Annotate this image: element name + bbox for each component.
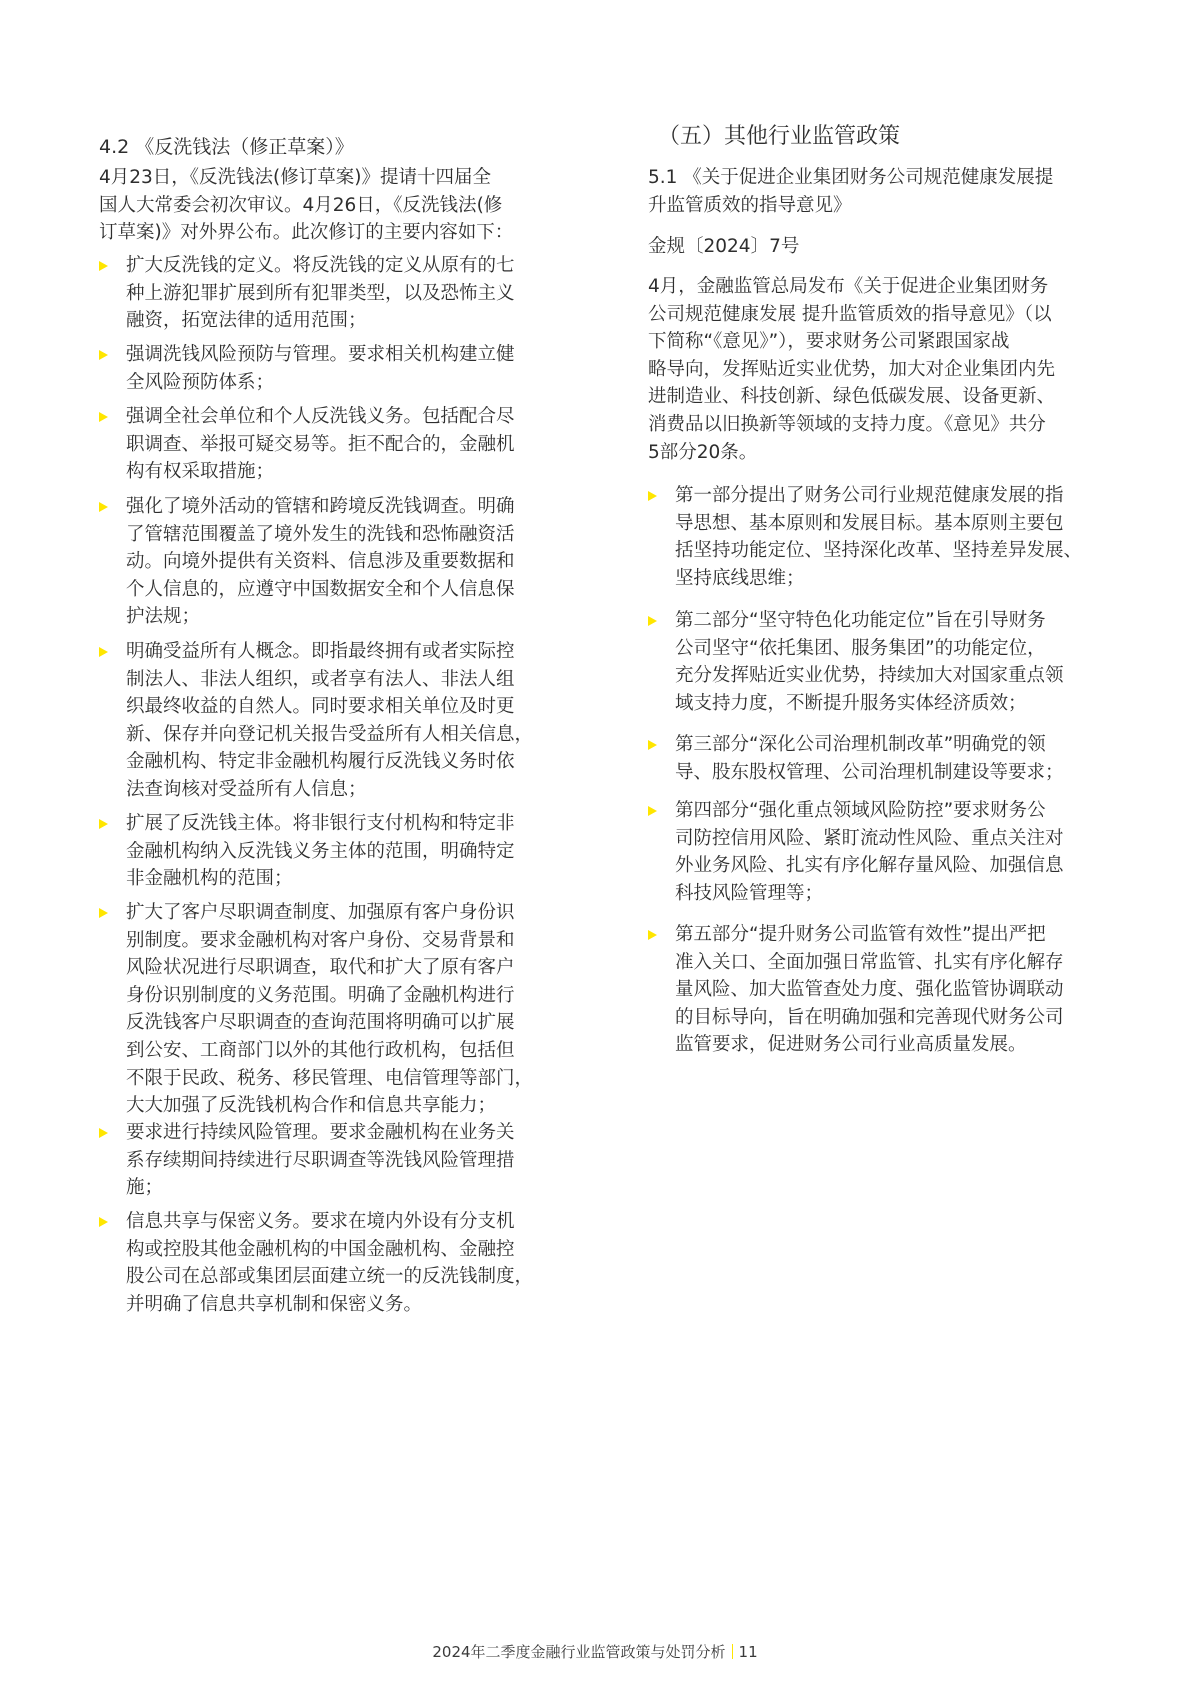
- text-line: 导、股东股权管理、公司治理机制建设等要求；: [675, 761, 1064, 783]
- text-line: 升监管质效的指导意见》: [648, 194, 852, 216]
- text-line: 4月23日，《反洗钱法(修订草案)》提请十四届全: [99, 167, 491, 188]
- list-item: [99, 252, 515, 335]
- text-line: 进制造业、科技创新、绿色低碳发展、设备更新、: [648, 386, 1056, 408]
- text-line: 构有权采取措施；: [126, 461, 275, 483]
- text-line: 要求进行持续风险管理。要求金融机构在业务关: [126, 1122, 515, 1143]
- text-line: 别制度。要求金融机构对客户身份、交易背景和: [126, 929, 515, 951]
- text-line: 坚持底线思维；: [675, 567, 805, 589]
- text-line: 身份识别制度的义务范围。明确了金融机构进行: [126, 984, 515, 1006]
- text-line: 国人大常委会初次审议。4月26日，《反洗钱法(修: [99, 194, 503, 216]
- text-line: 略导向，发挥贴近实业优势，加大对企业集团内先: [648, 358, 1056, 380]
- document-number: 金规〔2024〕7号: [648, 236, 800, 257]
- text-line: 构或控股其他金融机构的中国金融机构、金融控: [126, 1238, 515, 1260]
- text-line: 第四部分“强化重点领域风险防控”要求财务公: [675, 800, 1046, 821]
- list-item: [99, 1119, 515, 1202]
- policy-subheading: [648, 164, 1053, 219]
- text-line: 扩展了反洗钱主体。将非银行支付机构和特定非: [126, 813, 515, 834]
- text-line: 强调全社会单位和个人反洗钱义务。包括配合尽: [126, 406, 515, 427]
- text-line: 4月，金融监管总局发布《关于促进企业集团财务: [648, 276, 1049, 297]
- text-line: 5部分20条。: [648, 441, 758, 463]
- text-line: 科技风险管理等；: [675, 882, 824, 904]
- triangle-bullet-icon: [99, 647, 108, 657]
- text-line: 新、保存并向登记机关报告受益所有人相关信息，: [126, 723, 534, 745]
- text-line: 全风险预防体系；: [126, 371, 275, 393]
- footer-divider: [732, 1644, 733, 1659]
- text-line: 法查询核对受益所有人信息；: [126, 778, 367, 800]
- text-line: 下简称“《意见》”），要求财务公司紧跟国家战: [648, 331, 1010, 353]
- text-line: 订草案)》对外界公布。此次修订的主要内容如下：: [99, 222, 514, 244]
- text-line: 织最终收益的自然人。同时要求相关单位及时更: [126, 696, 515, 718]
- text-line: 风险状况进行尽职调查，取代和扩大了原有客户: [126, 957, 515, 979]
- text-line: 第三部分“深化公司治理机制改革”明确党的领: [675, 734, 1046, 755]
- page-footer: [0, 1642, 1190, 1662]
- section-title-other-policies: （五）其他行业监管政策: [658, 124, 901, 149]
- text-line: 准入关口、全面加强日常监管、扎实有序化解存: [675, 951, 1064, 973]
- text-line: 反洗钱客户尽职调查的查询范围将明确可以扩展: [126, 1012, 515, 1034]
- list-item: [99, 493, 515, 631]
- text-line: 消费品以旧换新等领域的支持力度。《意见》共分: [648, 413, 1046, 435]
- text-line: 不限于民政、税务、移民管理、电信管理等部门，: [126, 1067, 534, 1089]
- list-item: [99, 403, 515, 486]
- text-line: 种上游犯罪扩展到所有犯罪类型，以及恐怖主义: [126, 282, 515, 304]
- text-line: 非金融机构的范围；: [126, 868, 293, 890]
- list-item: [99, 810, 515, 893]
- triangle-bullet-icon: [99, 908, 108, 918]
- text-line: 金融机构、特定非金融机构履行反洗钱义务时依: [126, 751, 515, 773]
- text-line: 强调洗钱风险预防与管理。要求相关机构建立健: [126, 344, 515, 365]
- text-line: 公司规范健康发展 提升监管质效的指导意见》（以: [648, 303, 1052, 325]
- section-heading-aml-law: 4.2 《反洗钱法（修正草案）》: [99, 136, 354, 158]
- text-line: 扩大反洗钱的定义。将反洗钱的定义从原有的七: [126, 255, 515, 276]
- text-line: 信息共享与保密义务。要求在境内外设有分支机: [126, 1211, 515, 1232]
- triangle-bullet-icon: [99, 1128, 108, 1138]
- text-line: 5.1 《关于促进企业集团财务公司规范健康发展提: [648, 167, 1054, 188]
- text-line: 扩大了客户尽职调查制度、加强原有客户身份识: [126, 902, 515, 923]
- list-item: [99, 899, 533, 1120]
- triangle-bullet-icon: [99, 819, 108, 829]
- text-line: 括坚持功能定位、坚持深化改革、坚持差异发展、: [675, 540, 1083, 562]
- text-line: 外业务风险、扎实有序化解存量风险、加强信息: [675, 855, 1064, 877]
- text-line: 的目标导向，旨在明确加强和完善现代财务公司: [675, 1006, 1064, 1028]
- text-line: 充分发挥贴近实业优势，持续加大对国家重点领: [675, 665, 1064, 687]
- list-item: [99, 341, 515, 396]
- triangle-bullet-icon: [648, 740, 657, 750]
- list-item: [648, 482, 1082, 592]
- triangle-bullet-icon: [648, 616, 657, 626]
- text-line: 监管要求，促进财务公司行业高质量发展。: [675, 1034, 1027, 1056]
- text-line: 导思想、基本原则和发展目标。基本原则主要包: [675, 512, 1064, 534]
- triangle-bullet-icon: [648, 930, 657, 940]
- text-line: 护法规；: [126, 606, 201, 628]
- text-line: 强化了境外活动的管辖和跨境反洗钱调查。明确: [126, 496, 515, 517]
- text-line: 公司坚守“依托集团、服务集团”的功能定位，: [675, 637, 1046, 659]
- list-item: [648, 921, 1064, 1059]
- text-line: 到公安、工商部门以外的其他行政机构，包括但: [126, 1039, 515, 1061]
- text-line: 第五部分“提升财务公司监管有效性”提出严把: [675, 924, 1046, 945]
- text-line: 制法人、非法人组织，或者享有法人、非法人组: [126, 668, 515, 690]
- text-line: 明确受益所有人概念。即指最终拥有或者实际控: [126, 641, 515, 662]
- text-line: 第二部分“坚守特色化功能定位”旨在引导财务: [675, 610, 1046, 631]
- text-line: 并明确了信息共享机制和保密义务。: [126, 1293, 423, 1315]
- text-line: 股公司在总部或集团层面建立统一的反洗钱制度，: [126, 1266, 534, 1288]
- text-line: 第一部分提出了财务公司行业规范健康发展的指: [675, 485, 1064, 506]
- list-item: [648, 797, 1064, 907]
- text-line: 金融机构纳入反洗钱义务主体的范围，明确特定: [126, 840, 515, 862]
- triangle-bullet-icon: [99, 412, 108, 422]
- text-line: 量风险、加大监管查处力度、强化监管协调联动: [675, 979, 1064, 1001]
- text-line: 个人信息的，应遵守中国数据安全和个人信息保: [126, 578, 515, 600]
- policy-intro-paragraph: [648, 273, 1055, 466]
- text-line: 融资，拓宽法律的适用范围；: [126, 310, 367, 332]
- list-item: [99, 1208, 533, 1318]
- triangle-bullet-icon: [99, 502, 108, 512]
- aml-intro-paragraph: [99, 164, 513, 247]
- triangle-bullet-icon: [648, 806, 657, 816]
- text-line: 动。向境外提供有关资料、信息涉及重要数据和: [126, 551, 515, 573]
- text-line: 了管辖范围覆盖了境外发生的洗钱和恐怖融资活: [126, 523, 515, 545]
- list-item: [648, 731, 1064, 786]
- text-line: 系存续期间持续进行尽职调查等洗钱风险管理措: [126, 1149, 515, 1171]
- triangle-bullet-icon: [99, 261, 108, 271]
- triangle-bullet-icon: [99, 350, 108, 360]
- text-line: 职调查、举报可疑交易等。拒不配合的，金融机: [126, 433, 515, 455]
- triangle-bullet-icon: [648, 491, 657, 501]
- page-number: 11: [738, 1643, 758, 1661]
- text-line: 大大加强了反洗钱机构合作和信息共享能力；: [126, 1095, 497, 1117]
- list-item: [648, 607, 1064, 717]
- footer-title: 2024年二季度金融行业监管政策与处罚分析: [432, 1643, 726, 1661]
- list-item: [99, 638, 533, 804]
- text-line: 域支持力度，不断提升服务实体经济质效；: [675, 692, 1027, 714]
- text-line: 司防控信用风险、紧盯流动性风险、重点关注对: [675, 827, 1064, 849]
- triangle-bullet-icon: [99, 1217, 108, 1227]
- text-line: 施；: [126, 1177, 164, 1199]
